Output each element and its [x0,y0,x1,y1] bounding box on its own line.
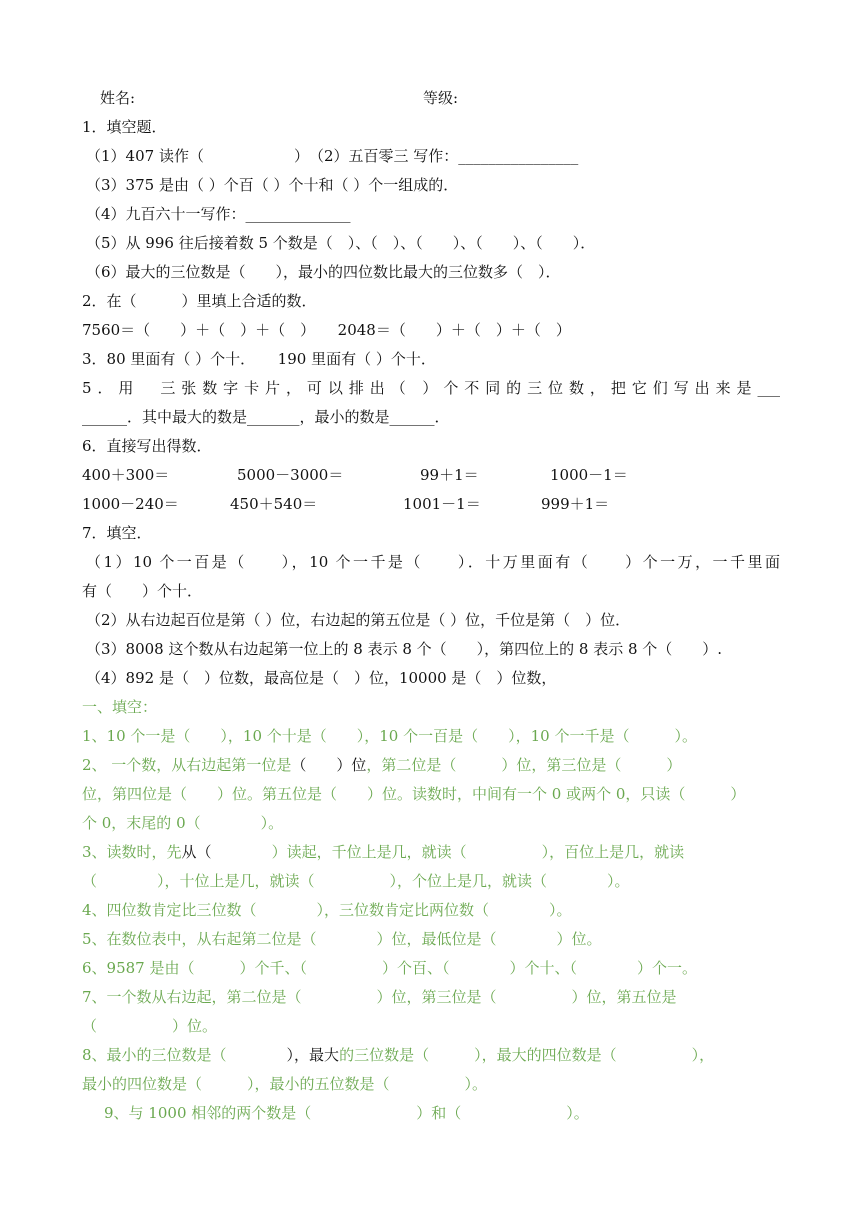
question-1-4: （4）九百六十一写作：______________ [86,205,351,223]
green-section-title: 一、填空： [82,698,158,716]
section1-title: 1．填空题． [82,118,167,136]
green-line-8: 5、在数位表中，从右起第二位是（ ）位，最低位是（ ）位。 [82,930,602,948]
green-line-7: 4、四位数肯定比三位数（ ），三位数肯定比两位数（ ）。 [82,901,572,919]
section5-line1: 5．用 三张数字卡片，可以排出（ ）个不同的三位数，把它们写出来是___ [82,379,780,397]
name-label: 姓名: [100,89,136,107]
green-line-12 [82,1045,714,1065]
green-line-5-bold: 从（ [181,843,212,861]
calc-item: 5000－3000＝ [237,466,344,484]
green-line-5 [82,842,684,862]
green-line-5-pre: 3、读数时，先 [82,843,182,861]
green-line-2-post: ，第二位是（ ）位，第三位是（ ） [366,756,682,774]
grade-label: 等级: [423,89,459,107]
calc-item: 1000－240＝ [82,495,179,513]
question-7-4: （4）892 是（ ）位数，最高位是（ ）位，10000 是（ ）位数， [86,669,557,687]
section2-equations: 7560＝（ ）＋（ ）＋（ ） 2048＝（ ）＋（ ）＋（ ） [82,321,571,339]
green-line-2-bold: （ ）位 [291,756,367,774]
question-1-6: （6）最大的三位数是（ ），最小的四位数比最大的三位数多（ ）． [86,263,561,281]
green-line-3: 位，第四位是（ ）位。第五位是（ ）位。读数时，中间有一个 0 或两个 0，只读（ ） [82,785,746,803]
section3-text: 3．80 里面有（ ）个十． 190 里面有（ ）个十． [82,350,436,368]
calc-item: 1001－1＝ [403,495,481,513]
question-7-3: （3）8008 这个数从右边起第一位上的 8 表示 8 个（ ），第四位上的 8 表示 8 个（ ）. [86,640,723,658]
calc-item: 1000－1＝ [550,466,628,484]
green-line-12-pre: 8、最小的三位数是（ [82,1046,287,1064]
green-line-6: （ ），十位上是几，就读（ ），个位上是几，就读（ ）。 [82,872,630,890]
calc-item: 999＋1＝ [541,495,610,513]
question-1-5: （5）从 996 往后接着数 5 个数是（ ）、（ ）、（ ）、（ ）、（ ）． [86,234,596,252]
section7-title: 7．填空． [82,524,152,542]
section5-line2: ______．其中最大的数是_______，最小的数是______． [82,408,450,426]
green-line-13: 最小的四位数是（ ），最小的五位数是（ ）。 [82,1075,488,1093]
green-line-2-pre: 2、 一个数，从右边起第一位是 [82,756,292,774]
green-line-12-bold: ），最大 [286,1046,340,1064]
green-line-9: 6、9587 是由（ ）个千、（ ）个百、（ ）个十、（ ）个一。 [82,959,697,977]
question-1-3: （3）375 是由（ ）个百（ ）个十和（ ）个一组成的． [86,176,459,194]
question-7-1a: （1）10 个一百是（ ），10 个一千是（ ）．十万里面有（ ）个一万，一千里面 [86,553,780,571]
calc-item: 400＋300＝ [82,466,170,484]
green-line-14: 9、与 1000 相邻的两个数是（ ）和（ ）。 [104,1104,589,1122]
green-line-10: 7、一个数从右边起，第二位是（ ）位，第三位是（ ）位，第五位是 [82,988,677,1006]
calc-item: 450＋540＝ [230,495,318,513]
green-line-1: 1、10 个一是（ ），10 个十是（ ），10 个一百是（ ），10 个一千是（ ）。 [82,727,697,745]
calc-item: 99＋1＝ [420,466,479,484]
green-line-2 [82,755,681,775]
section6-title: 6．直接写出得数． [82,437,212,455]
green-line-5-post: ）读起，千位上是几，就读（ ），百位上是几，就读 [211,843,685,861]
question-7-2: （2）从右边起百位是第（ ）位，右边起的第五位是（ ）位，千位是第（ ）位． [86,611,631,629]
section2-title: 2．在（ ）里填上合适的数． [82,292,317,310]
green-line-11: （ ）位。 [82,1017,218,1035]
question-1-1: （1）407 读作（ ） （2）五百零三 写作：________________ [86,147,579,165]
green-line-12-post: 的三位数是（ ），最大的四位数是（ ）， [339,1046,715,1064]
green-line-4: 个 0，末尾的 0（ ）。 [82,814,284,832]
question-7-1b: 有（ ）个十． [82,582,203,600]
